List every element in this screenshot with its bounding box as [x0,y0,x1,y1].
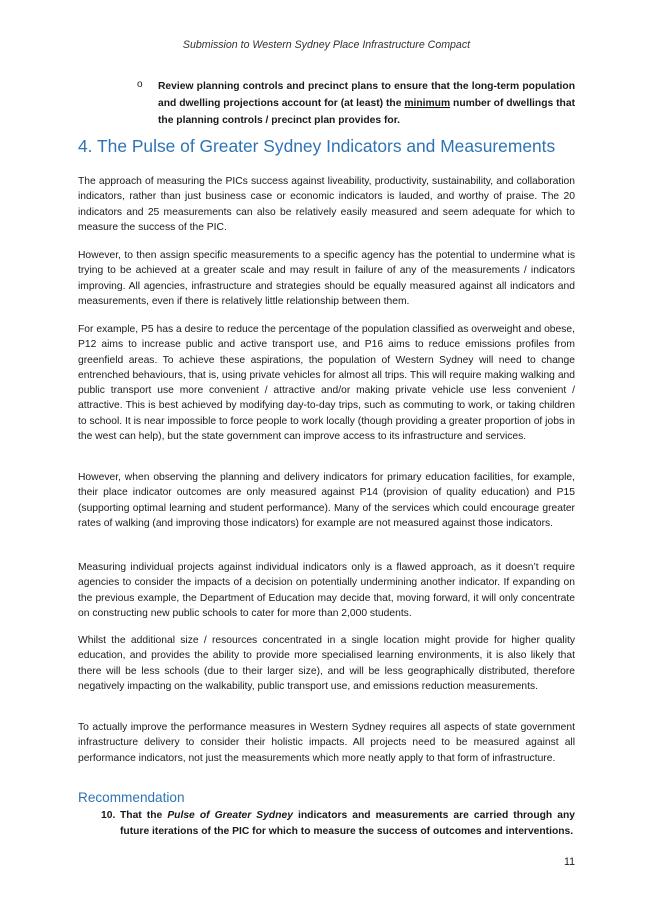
bullet-text [158,78,575,129]
recommendation-text [120,808,575,840]
recommendation-italic-title: Pulse of Greater Sydney [167,810,293,821]
paragraph-7: To actually improve the performance measures in Western Sydney requires all aspects of state government infrastructure delivery to consider their holistic impacts. All projects need to be measured against all performance indicators, not just the measurements which more neatly apply to that form of infrastructure. [78,722,575,764]
paragraph-2: However, to then assign specific measurements to a specific agency has the potential to undermine what is trying to be achieved at a greater scale and may result in failure of any of the measurements / indicators improving. All agencies, infrastructure and strategies should be equally measured against all indicators and measurements, even if there is relatively little relationship between them. [78,250,575,307]
recommendation-text-start: That the [120,810,168,821]
paragraph-6: Whilst the additional size / resources concentrated in a single location might provide for higher quality education, and provides the ability to provide more specialised learning environments, it is also likely that there will be less schools (due to their larger size), and will be less geographically distributed, therefore negatively impacting on the walkability, public transport use, and emissions reduction measurements. [78,635,575,692]
paragraph-5: Measuring individual projects against individual indicators only is a flawed approach, as it doesn’t require agencies to consider the impacts of a decision on potentially undermining another indicator. If expanding on the previous example, the Department of Education may decide that, moving forward, it will only concentrate on constructing new public schools to cater for more than 2,000 students. [78,562,575,619]
section-heading: 4. The Pulse of Greater Sydney Indicators and Measurements [78,136,556,156]
bullet-text-start: Review planning controls and precinct plans to ensure that the long-term population and dwelling projections account for (at least) the [158,81,575,109]
paragraph-1: The approach of measuring the PICs success against liveability, productivity, sustainability, and collaboration indicators, rather than just business case or economic indicators is lauded, and worthy of praise. The 20 indicators and 25 measurements can also be relatively easily measured and seem adequate for which to measure the success of the PIC. [78,176,575,233]
bullet-underlined-word: minimum [404,98,451,109]
bullet-text-end: number of dwellings that the planning controls / precinct plan provides for. [158,98,575,126]
recommendation-item [78,808,575,840]
bullet-marker: o [137,79,143,90]
recommendation-heading: Recommendation [78,790,185,805]
recommendation-number: 10. [101,810,116,821]
running-header: Submission to Western Sydney Place Infrastructure Compact [182,39,471,51]
recommendation-text-end: indicators and measurements are carried through any future iterations of the PIC for which to measure the success of outcomes and interventions. [120,810,575,837]
bullet-item [137,78,575,129]
page-number: 11 [564,856,575,868]
paragraph-4: However, when observing the planning and delivery indicators for primary education facilities, for example, their place indicator outcomes are only measured against P14 (provision of quality education) and P15 (supporting optimal learning and student performance). Many of the services which could encourage greater rates of walking (and improving those indicators) for example are not measured against those indicators. [78,472,575,529]
paragraph-3: For example, P5 has a desire to reduce the percentage of the population classified as overweight and obese, P12 aims to increase public and active transport use, and P16 aims to reduce emissions profiles from greenfield areas. To achieve these aspirations, the population of Western Sydney will need to change entrenched behaviours, that is, using private vehicles for almost all trips. This will require making walking and public transport use more convenient / attractive and/or making private vehicle use less convenient / attractive. This is best achieved by modifying day-to-day trips, such as commuting to work, or taking children to school. It is near impossible to force people to work locally (though providing a greater proportion of jobs in the west can help), but the state government can improve access to its infrastructure and services. [78,324,575,443]
